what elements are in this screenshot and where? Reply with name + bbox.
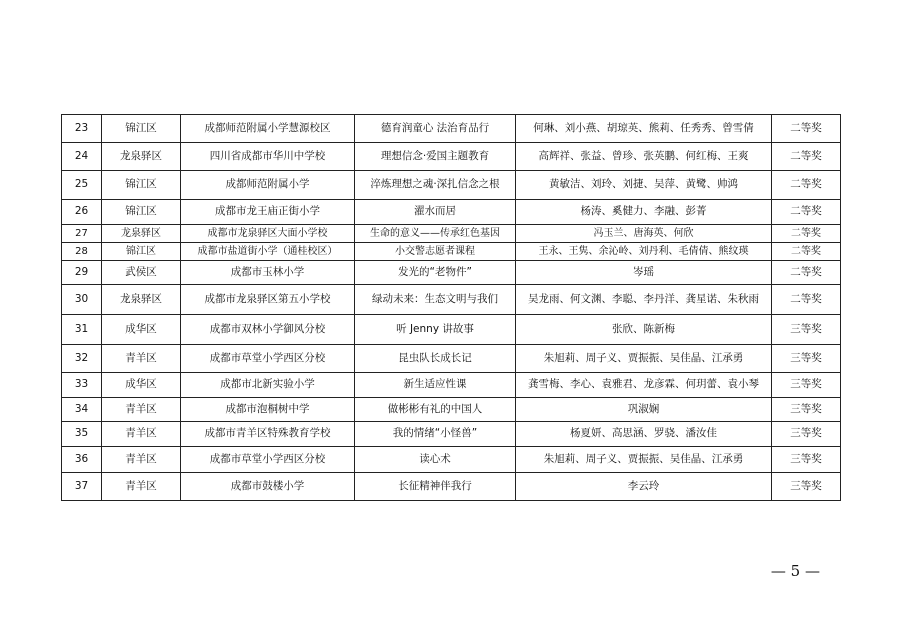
row-number-cell: 34 (62, 398, 102, 422)
school-cell: 成都市玉林小学 (181, 261, 355, 285)
school-cell: 四川省成都市华川中学校 (181, 143, 355, 171)
table-row (62, 225, 841, 243)
title-cell: 读心术 (355, 447, 516, 473)
row-number-cell: 28 (62, 243, 102, 261)
school-cell: 成都市草堂小学西区分校 (181, 447, 355, 473)
authors-cell: 杨涛、奚健力、李融、彭菁 (516, 200, 772, 225)
authors-cell: 王永、王隽、余沁岭、刘丹利、毛倩倩、熊纹瑛 (516, 243, 772, 261)
title-cell: 濯水而居 (355, 200, 516, 225)
row-number-cell: 32 (62, 345, 102, 373)
title-cell: 小交警志愿者课程 (355, 243, 516, 261)
title-cell: 发光的“老物件” (355, 261, 516, 285)
authors-cell: 高辉祥、张益、曾珍、张英鹏、何红梅、王爽 (516, 143, 772, 171)
district-cell: 青羊区 (102, 345, 181, 373)
authors-cell: 张欣、陈新梅 (516, 315, 772, 345)
title-cell: 理想信念·爱国主题教育 (355, 143, 516, 171)
row-number-cell: 29 (62, 261, 102, 285)
school-cell: 成都师范附属小学 (181, 171, 355, 200)
title-cell: 淬炼理想之魂·深扎信念之根 (355, 171, 516, 200)
authors-cell: 冯玉兰、唐海英、何欣 (516, 225, 772, 243)
award-cell: 二等奖 (772, 261, 841, 285)
district-cell: 成华区 (102, 315, 181, 345)
award-cell: 二等奖 (772, 225, 841, 243)
school-cell: 成都师范附属小学慧源校区 (181, 115, 355, 143)
district-cell: 武侯区 (102, 261, 181, 285)
authors-cell: 巩淑娴 (516, 398, 772, 422)
school-cell: 成都市泡桐树中学 (181, 398, 355, 422)
table-row (62, 345, 841, 373)
district-cell: 锦江区 (102, 171, 181, 200)
award-cell: 三等奖 (772, 345, 841, 373)
award-cell: 三等奖 (772, 373, 841, 398)
school-cell: 成都市龙泉驿区大面小学校 (181, 225, 355, 243)
school-cell: 成都市北新实验小学 (181, 373, 355, 398)
table-row (62, 315, 841, 345)
award-cell: 三等奖 (772, 447, 841, 473)
row-number-cell: 35 (62, 422, 102, 447)
award-cell: 二等奖 (772, 200, 841, 225)
district-cell: 青羊区 (102, 422, 181, 447)
row-number-cell: 37 (62, 473, 102, 501)
district-cell: 龙泉驿区 (102, 225, 181, 243)
table-row (62, 143, 841, 171)
award-cell: 二等奖 (772, 285, 841, 315)
school-cell: 成都市鼓楼小学 (181, 473, 355, 501)
award-cell: 三等奖 (772, 473, 841, 501)
title-cell: 昆虫队长成长记 (355, 345, 516, 373)
title-cell: 德育润童心 法治育品行 (355, 115, 516, 143)
district-cell: 青羊区 (102, 473, 181, 501)
table-row (62, 261, 841, 285)
authors-cell: 朱旭莉、周子义、贾振振、吴佳晶、江承勇 (516, 447, 772, 473)
title-cell: 做彬彬有礼的中国人 (355, 398, 516, 422)
row-number-cell: 24 (62, 143, 102, 171)
school-cell: 成都市草堂小学西区分校 (181, 345, 355, 373)
district-cell: 锦江区 (102, 243, 181, 261)
table-row (62, 473, 841, 501)
authors-cell: 何琳、刘小燕、胡琼英、熊莉、任秀秀、曾雪倩 (516, 115, 772, 143)
district-cell: 青羊区 (102, 398, 181, 422)
award-cell: 二等奖 (772, 143, 841, 171)
district-cell: 龙泉驿区 (102, 285, 181, 315)
title-cell: 绿动未来：生态文明与我们 (355, 285, 516, 315)
table-row (62, 422, 841, 447)
awards-table-body (62, 115, 841, 501)
school-cell: 成都市龙泉驿区第五小学校 (181, 285, 355, 315)
authors-cell: 杨夏妍、高思涵、罗骁、潘汝佳 (516, 422, 772, 447)
authors-cell: 吴龙雨、何文渊、李聪、李丹洋、龚星诺、朱秋雨 (516, 285, 772, 315)
row-number-cell: 30 (62, 285, 102, 315)
award-cell: 二等奖 (772, 115, 841, 143)
district-cell: 青羊区 (102, 447, 181, 473)
school-cell: 成都市盐道街小学（通桂校区） (181, 243, 355, 261)
authors-cell: 黄敏洁、刘玲、刘捷、吴萍、黄鹭、帅鸿 (516, 171, 772, 200)
awards-table (61, 114, 841, 501)
school-cell: 成都市龙王庙正街小学 (181, 200, 355, 225)
award-cell: 三等奖 (772, 398, 841, 422)
table-row (62, 373, 841, 398)
title-cell: 我的情绪“小怪兽” (355, 422, 516, 447)
district-cell: 锦江区 (102, 115, 181, 143)
award-cell: 三等奖 (772, 422, 841, 447)
page-number: — 5 — (770, 562, 820, 580)
row-number-cell: 26 (62, 200, 102, 225)
table-row (62, 115, 841, 143)
title-cell: 听 Jenny 讲故事 (355, 315, 516, 345)
title-cell: 生命的意义——传承红色基因 (355, 225, 516, 243)
title-cell: 长征精神伴我行 (355, 473, 516, 501)
row-number-cell: 25 (62, 171, 102, 200)
table-row (62, 447, 841, 473)
authors-cell: 岑瑶 (516, 261, 772, 285)
authors-cell: 李云玲 (516, 473, 772, 501)
row-number-cell: 27 (62, 225, 102, 243)
table-row (62, 171, 841, 200)
authors-cell: 龚雪梅、李心、袁雅君、龙彦霖、何玥蕾、袁小琴 (516, 373, 772, 398)
row-number-cell: 23 (62, 115, 102, 143)
table-row (62, 243, 841, 261)
award-cell: 三等奖 (772, 315, 841, 345)
table-row (62, 398, 841, 422)
school-cell: 成都市双林小学御风分校 (181, 315, 355, 345)
award-cell: 二等奖 (772, 171, 841, 200)
title-cell: 新生适应性课 (355, 373, 516, 398)
district-cell: 成华区 (102, 373, 181, 398)
authors-cell: 朱旭莉、周子义、贾振振、吴佳晶、江承勇 (516, 345, 772, 373)
district-cell: 锦江区 (102, 200, 181, 225)
row-number-cell: 33 (62, 373, 102, 398)
row-number-cell: 36 (62, 447, 102, 473)
award-cell: 二等奖 (772, 243, 841, 261)
table-row (62, 200, 841, 225)
table-row (62, 285, 841, 315)
row-number-cell: 31 (62, 315, 102, 345)
district-cell: 龙泉驿区 (102, 143, 181, 171)
school-cell: 成都市青羊区特殊教育学校 (181, 422, 355, 447)
